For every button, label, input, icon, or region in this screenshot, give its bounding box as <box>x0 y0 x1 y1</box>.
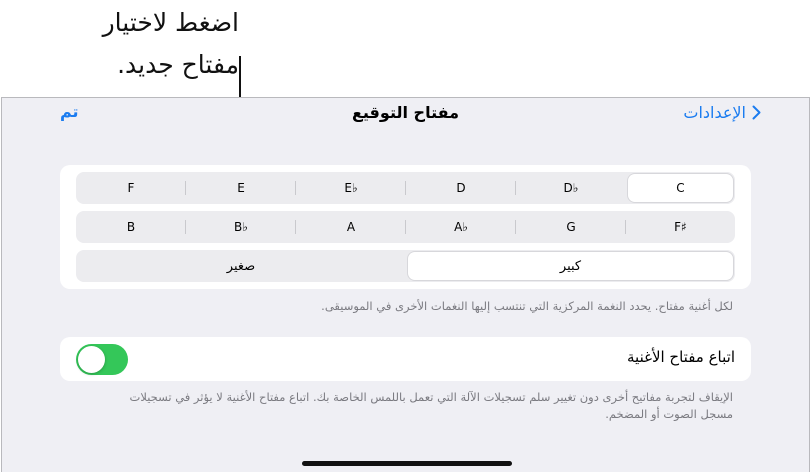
key-option-e-flat[interactable]: E♭ <box>296 172 406 204</box>
key-segment-row-2 <box>76 211 735 243</box>
toggle-knob <box>78 346 105 373</box>
callout-text <box>39 2 239 86</box>
key-option-d[interactable]: D <box>406 172 516 204</box>
key-option-g[interactable]: G <box>516 211 626 243</box>
key-selection-card <box>60 165 751 289</box>
key-option-b[interactable]: B <box>76 211 186 243</box>
home-indicator[interactable] <box>302 461 512 466</box>
key-segment-row-1 <box>76 172 735 204</box>
key-option-f-sharp[interactable]: F♯ <box>674 220 687 234</box>
key-footnote: لكل أغنية مفتاح. يحدد النغمة المركزية التي تنتسب إليها النغمات الأخرى في الموسيقى. <box>321 299 733 313</box>
follow-footnote-line1: الإيقاف لتجربة مفاتيح أخرى دون تغيير سلم تسجيلات الآلة التي تعمل باللمس الخاصة بك. اتباع مفتاح الأغنية لا يؤثر في تسجيلات <box>129 390 733 404</box>
key-option-d-flat[interactable]: D♭ <box>563 181 579 195</box>
page-title: مفتاح التوقيع <box>351 103 460 122</box>
key-option-a-flat[interactable]: A♭ <box>406 211 516 243</box>
follow-song-key-label: اتباع مفتاح الأغنية <box>627 348 735 366</box>
mode-option-major[interactable]: كبير <box>408 252 733 280</box>
back-button-label: الإعدادات <box>683 103 746 122</box>
key-option-a[interactable]: A <box>296 211 406 243</box>
key-option-f[interactable]: F <box>76 172 186 204</box>
scale-mode-segment <box>76 250 735 282</box>
callout-line2: مفتاح جديد. <box>117 50 239 79</box>
key-signature-panel <box>1 97 810 472</box>
key-option-e[interactable]: E <box>186 172 296 204</box>
follow-song-key-toggle[interactable] <box>76 344 128 375</box>
key-option-b-flat[interactable]: B♭ <box>186 211 296 243</box>
follow-song-key-card <box>60 337 751 381</box>
key-option-c[interactable]: C <box>628 174 733 202</box>
follow-footnote-line2: مسجل الصوت أو المضخم. <box>605 407 733 421</box>
navigation-bar <box>2 98 809 132</box>
callout-line1: اضغط لاختيار <box>102 8 239 37</box>
done-button[interactable]: تم <box>60 102 79 121</box>
mode-option-minor[interactable]: صغير <box>226 258 256 274</box>
follow-footnote <box>73 389 733 423</box>
